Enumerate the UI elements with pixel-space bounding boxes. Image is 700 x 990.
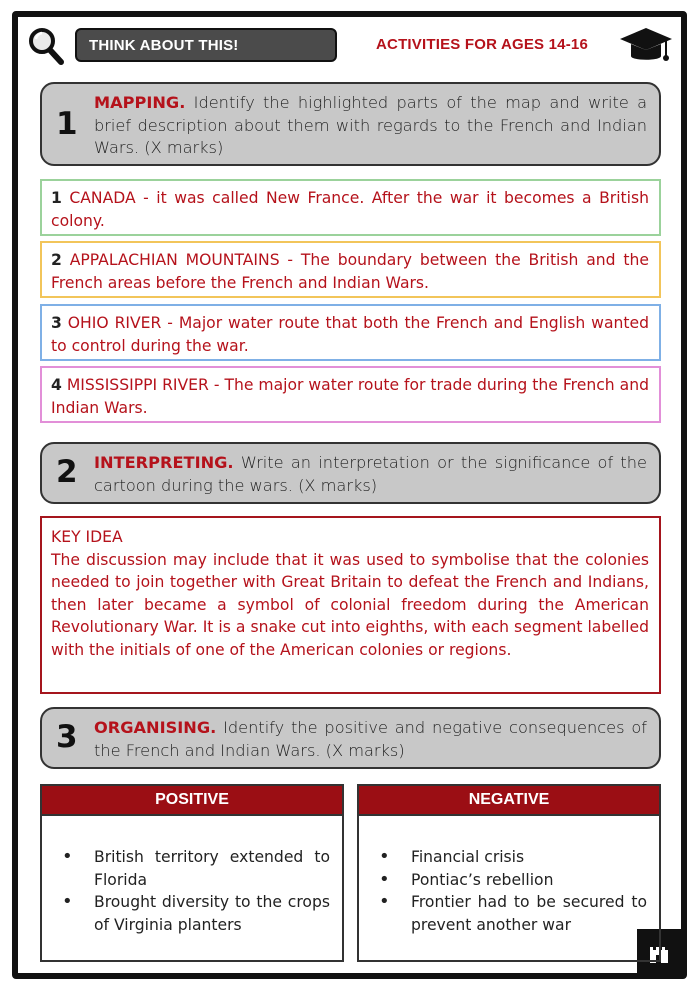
answer-text: APPALACHIAN MOUNTAINS - The boundary between the British and the French areas before the French and Indian Wars.: [51, 251, 649, 292]
positive-column: [40, 784, 344, 962]
key-idea-title: KEY IDEA: [51, 528, 123, 546]
list-item: • Financial crisis: [379, 846, 647, 869]
negative-list: [359, 816, 659, 936]
answer-box-1: [40, 179, 661, 236]
key-idea-text: The discussion may include that it was used to symbolise that the colonies needed to join together with Great Britain to defeat the French and Indians, then later became a symbol of colonial freedom during the American Revolutionary War. It is a snake cut into eighths, with each segment labelled with the initials of one of the American colonies or regions.: [51, 550, 649, 659]
answer-text: CANADA - it was called New France. After the war it becomes a British colony.: [51, 189, 649, 230]
answer-number: 1: [51, 189, 62, 207]
question-number: 2: [56, 454, 78, 490]
positive-list: [42, 816, 342, 936]
question-body: Write an interpretation or the significance of the cartoon during the wars. (X marks): [94, 453, 647, 495]
key-idea-box: [40, 516, 661, 694]
answer-text: OHIO RIVER - Major water route that both the French and English wanted to control during the war.: [51, 314, 649, 355]
list-item: • Brought diversity to the crops of Virginia planters: [62, 891, 330, 936]
magnifier-icon: [27, 26, 65, 66]
question-3-box: [40, 707, 661, 769]
question-body: Identify the highlighted parts of the map and write a brief description about them with regards to the French and Indian Wars. (X marks): [94, 93, 647, 157]
answer-number: 4: [51, 376, 62, 394]
positive-header: POSITIVE: [42, 786, 342, 816]
negative-header: NEGATIVE: [359, 786, 659, 816]
graduation-cap-icon: [618, 22, 674, 68]
question-text: [94, 452, 647, 497]
list-item: • British territory extended to Florida: [62, 846, 330, 891]
answer-box-3: [40, 304, 661, 361]
answer-number: 3: [51, 314, 62, 332]
answer-box-2: [40, 241, 661, 298]
question-heading: INTERPRETING.: [94, 453, 234, 472]
think-about-this-badge: THINK ABOUT THIS!: [75, 28, 337, 62]
question-number: 3: [56, 719, 78, 755]
question-heading: ORGANISING.: [94, 718, 217, 737]
answer-box-4: [40, 366, 661, 423]
list-item: • Pontiac’s rebellion: [379, 869, 647, 892]
question-text: [94, 717, 647, 762]
age-title: ACTIVITIES FOR AGES 14-16: [376, 36, 588, 53]
question-number: 1: [56, 106, 78, 142]
negative-column: [357, 784, 661, 962]
list-item: • Frontier had to be secured to prevent another war: [379, 891, 647, 936]
question-text: [94, 92, 647, 160]
question-1-box: [40, 82, 661, 166]
question-2-box: [40, 442, 661, 504]
question-body: Identify the positive and negative consequences of the French and Indian Wars. (X marks): [94, 718, 647, 760]
answer-number: 2: [51, 251, 62, 269]
answer-text: MISSISSIPPI RIVER - The major water route for trade during the French and Indian Wars.: [51, 376, 649, 417]
question-heading: MAPPING.: [94, 93, 186, 112]
